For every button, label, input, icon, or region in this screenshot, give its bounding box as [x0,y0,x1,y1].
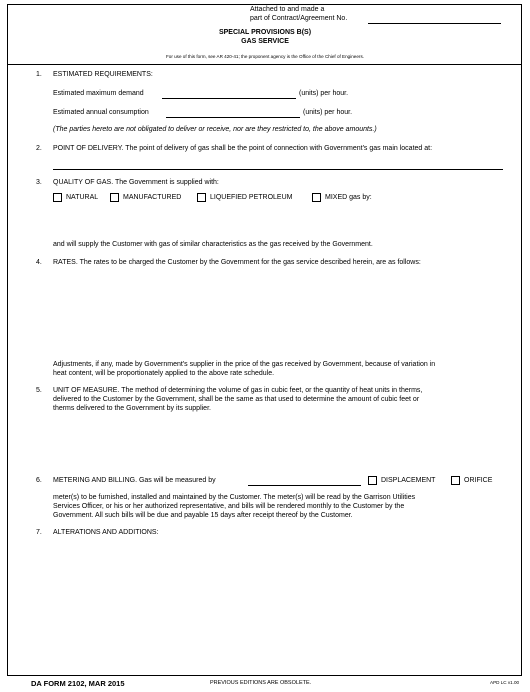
displacement-checkbox[interactable] [368,476,377,485]
s5-line1: UNIT OF MEASURE. The method of determining the volume of gas in cubic feet, or the quantity of heat units in therms, [53,387,423,394]
orifice-checkbox[interactable] [451,476,460,485]
delivery-location-field[interactable] [53,169,503,170]
s6-number: 6. [36,477,42,484]
annual-field[interactable] [166,117,300,118]
orifice-label: ORIFICE [464,477,493,484]
meter-type-field[interactable] [248,485,361,486]
annual-label: Estimated annual consumption [53,109,149,116]
s1-title: ESTIMATED REQUIREMENTS: [53,71,153,78]
s5-number: 5. [36,387,42,394]
contract-no-field[interactable] [368,23,501,24]
s5-line2: delivered to the Customer by the Government, shall be the same as that used to determine the amount of cubic feet or [53,396,420,403]
contract-no-label: part of Contract/Agreement No. [250,15,348,22]
form-title: SPECIAL PROVISIONS B(S) [218,29,312,36]
s1-note: (The parties hereto are not obligated to deliver or receive, nor are they restricted to, the above amounts.) [53,126,377,133]
s3-closing: and will supply the Customer with gas of similar characteristics as the gas received by the Government. [53,241,373,248]
max-demand-field[interactable] [162,98,296,99]
attached-line1: Attached to and made a [250,6,325,13]
manufactured-checkbox[interactable] [110,193,119,202]
s7-title: ALTERATIONS AND ADDITIONS: [53,529,159,536]
s4-number: 4. [36,259,42,266]
max-demand-label: Estimated maximum demand [53,90,144,97]
s4-text: RATES. The rates to be charged the Customer by the Government for the gas service described herein, are as follows: [53,259,421,266]
displacement-label: DISPLACEMENT [381,477,436,484]
header-divider [7,64,522,65]
s6-line1: meter(s) to be furnished, installed and maintained by the Customer. The meter(s) will be read by the Garrison Utilities [53,494,416,501]
use-note: For use of this form, see AR 420-41; the proponent agency is the Office of the Chief of Engineers. [165,54,365,59]
s3-number: 3. [36,179,42,186]
s2-text: POINT OF DELIVERY. The point of delivery of gas shall be the point of connection with Government's gas main located at: [53,145,433,152]
form-id: DA FORM 2102, MAR 2015 [31,679,125,688]
liquefied-petroleum-label: LIQUEFIED PETROLEUM [210,194,293,201]
s3-title: QUALITY OF GAS. The Government is supplied with: [53,179,219,186]
editions-note: PREVIOUS EDITIONS ARE OBSOLETE. [210,680,312,686]
s4-adjust-line1: Adjustments, if any, made by Government's supplier in the price of the gas received by Government, because of variation in [53,361,436,368]
s4-adjust-line2: heat content, will be proportionately applied to the above rate schedule. [53,370,275,377]
mixed-checkbox[interactable] [312,193,321,202]
mixed-label: MIXED gas by: [325,194,372,201]
natural-label: NATURAL [66,194,99,201]
manufactured-label: MANUFACTURED [123,194,182,201]
s6-label: METERING AND BILLING. Gas will be measured by [53,477,216,484]
s1-number: 1. [36,71,42,78]
annual-unit: (units) per hour. [303,109,353,116]
s2-number: 2. [36,145,42,152]
version-label: APD LC v1.00 [490,680,520,685]
s7-number: 7. [36,529,42,536]
max-demand-unit: (units) per hour. [299,90,349,97]
natural-checkbox[interactable] [53,193,62,202]
s6-line2: Services Officer, or his or her authorized representative, and bills will be rendered monthly to the Customer by the [53,503,405,510]
liquefied-petroleum-checkbox[interactable] [197,193,206,202]
form-border [7,4,522,676]
form-subtitle: GAS SERVICE [241,38,289,45]
s6-line3: Government. All such bills will be due and payable 15 days after receipt thereof by the Customer. [53,512,353,519]
s5-line3: therms delivered to the Government by its supplier. [53,405,211,412]
